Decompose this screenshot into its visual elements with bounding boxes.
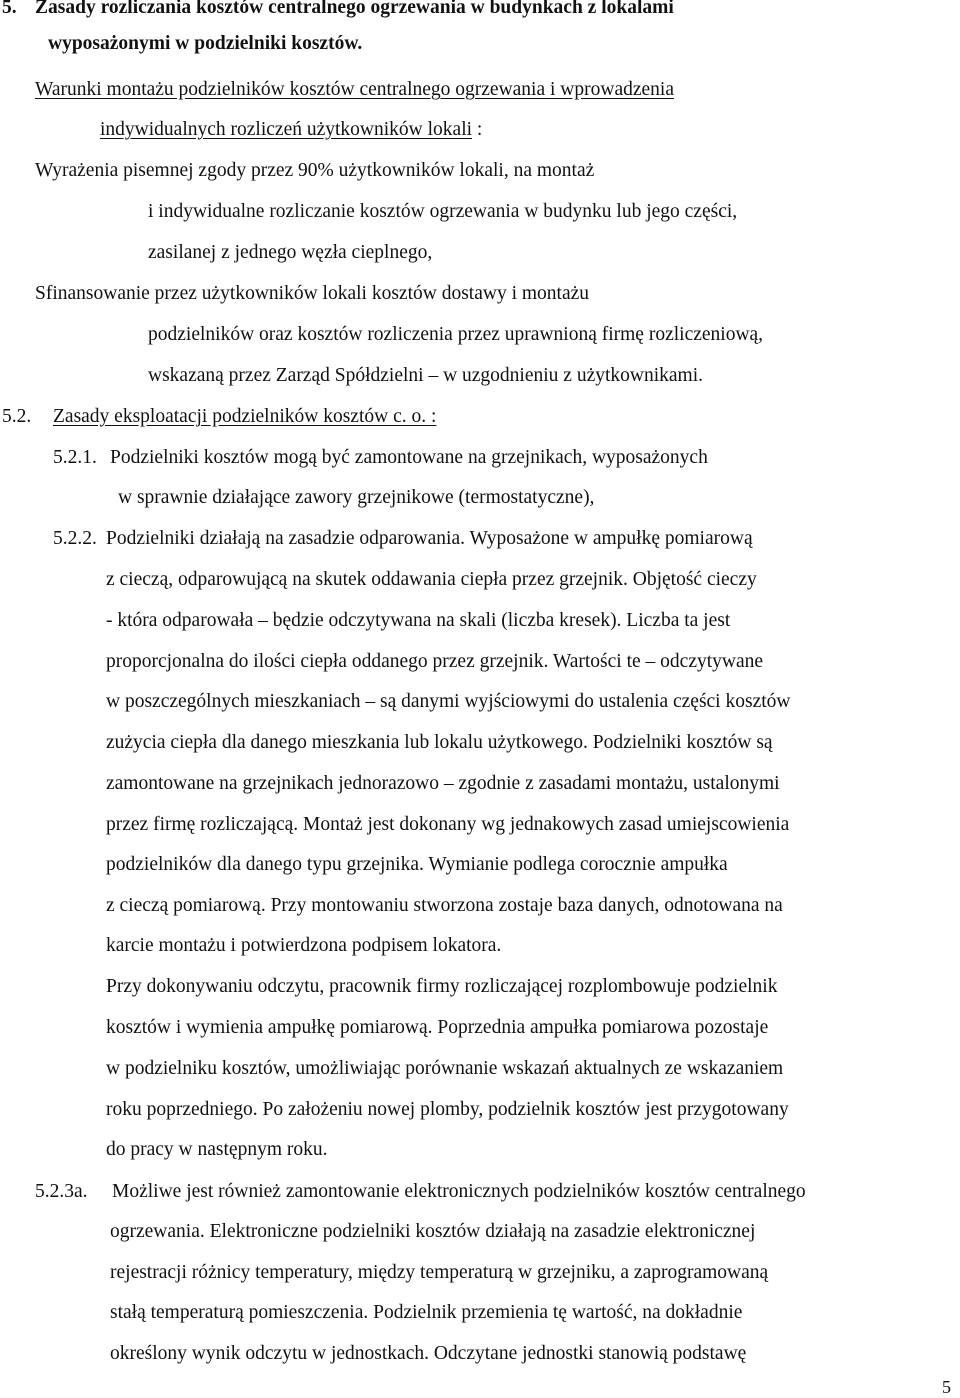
section-5-2-2-line: roku poprzedniego. Po założeniu nowej plomby, podzielnik kosztów jest przygotowany — [106, 1099, 789, 1120]
conditions-heading-line1: Warunki montażu podzielników kosztów centralnego ogrzewania i wprowadzenia — [35, 79, 674, 100]
section-5-2-2-line: zamontowane na grzejnikach jednorazowo – zgodnie z zasadami montażu, ustalonymi — [106, 773, 780, 794]
section-5-2-1-line1: Podzielniki kosztów mogą być zamontowane na grzejnikach, wyposażonych — [110, 447, 708, 468]
section-5-2-title-wrap — [53, 405, 436, 429]
section-5-2-2-line: zużycia ciepła dla danego mieszkania lub lokalu użytkowego. Podzielniki kosztów są — [106, 732, 773, 753]
section-5-2-2-line: Przy dokonywaniu odczytu, pracownik firmy rozliczającej rozplombowuje podzielnik — [106, 976, 778, 997]
section-5-title-line2: wyposażonymi w podzielniki kosztów. — [48, 33, 363, 54]
section-5-2-2-line: proporcjonalna do ilości ciepła oddanego przez grzejnik. Wartości te – odczytywane — [106, 651, 764, 672]
section-5-2-number: 5.2. — [2, 406, 32, 427]
section-5-2-2-line: Podzielniki działają na zasadzie odparowania. Wyposażone w ampułkę pomiarową — [106, 528, 753, 549]
section-5-2-title: Zasady eksploatacji podzielników kosztów c. o. — [53, 406, 427, 427]
section-5-title-line1: Zasady rozliczania kosztów centralnego ogrzewania w budynkach z lokalami — [35, 0, 674, 18]
section-5-2-2-line: przez firmę rozliczającą. Montaż jest dokonany wg jednakowych zasad umiejscowienia — [106, 814, 790, 835]
section-5-2-2-line: - która odparowała – będzie odczytywana na skali (liczba kresek). Liczba ta jest — [106, 610, 731, 631]
section-5-2-2-line: podzielników dla danego typu grzejnika. Wymianie podlega corocznie ampułka — [106, 854, 728, 875]
section-5-2-3a-line: określony wynik odczytu w jednostkach. Odczytane jednostki stanowią podstawę — [110, 1343, 747, 1364]
section-5-2-3a-line: ogrzewania. Elektroniczne podzielniki kosztów działają na zasadzie elektronicznej — [110, 1221, 756, 1242]
section-5-2-2-line: z cieczą, odparowującą na skutek oddawania ciepła przez grzejnik. Objętość cieczy — [106, 569, 757, 590]
condition-1-line2: i indywidualne rozliczanie kosztów ogrzewania w budynku lub jego części, — [148, 201, 738, 222]
section-5-2-3a-line: rejestracji różnicy temperatury, między temperaturą w grzejniku, a zaprogramowaną — [110, 1262, 769, 1283]
section-5-2-3a-line: Możliwe jest również zamontowanie elektronicznych podzielników kosztów centralnego — [112, 1181, 806, 1202]
section-5-2-2-line: w podzielniku kosztów, umożliwiając porównanie wskazań aktualnych ze wskazaniem — [106, 1058, 784, 1079]
section-5-2-2-line: do pracy w następnym roku. — [106, 1139, 328, 1160]
section-5-2-2-line: karcie montażu i potwierdzona podpisem lokatora. — [106, 935, 502, 956]
section-5-2-2-number: 5.2.2. — [53, 528, 97, 549]
section-5-2-3a-line: stałą temperaturą pomieszczenia. Podzielnik przemienia tę wartość, na dokładnie — [110, 1302, 743, 1323]
conditions-heading-line2: indywidualnych rozliczeń użytkowników lokali — [100, 119, 473, 140]
condition-2-line1: Sfinansowanie przez użytkowników lokali kosztów dostawy i montażu — [35, 283, 590, 304]
section-5-number: 5. — [2, 0, 17, 18]
section-5-2-1-line2: w sprawnie działające zawory grzejnikowe (termostatyczne), — [118, 487, 595, 508]
condition-2-line2: podzielników oraz kosztów rozliczenia przez uprawnioną firmę rozliczeniową, — [148, 324, 764, 345]
section-5-2-title-suffix: : — [426, 406, 437, 427]
page-number: 5 — [942, 1377, 951, 1397]
section-5-2-2-line: z cieczą pomiarową. Przy montowaniu stworzona zostaje baza danych, odnotowana na — [106, 895, 783, 916]
conditions-heading-suffix: : — [472, 119, 483, 140]
section-5-2-1-number: 5.2.1. — [53, 447, 97, 468]
conditions-heading-line2-wrap — [100, 118, 482, 142]
condition-2-line3: wskazaną przez Zarząd Spółdzielni – w uzgodnieniu z użytkownikami. — [148, 365, 704, 386]
condition-1-line1: Wyrażenia pisemnej zgody przez 90% użytkowników lokali, na montaż — [35, 160, 595, 181]
section-5-2-2-line: w poszczególnych mieszkaniach – są danymi wyjściowymi do ustalenia części kosztów — [106, 691, 791, 712]
section-5-2-3a-number: 5.2.3a. — [35, 1181, 88, 1202]
section-5-2-2-line: kosztów i wymienia ampułkę pomiarową. Poprzednia ampułka pomiarowa pozostaje — [106, 1017, 769, 1038]
condition-1-line3: zasilanej z jednego węzła cieplnego, — [148, 242, 433, 263]
